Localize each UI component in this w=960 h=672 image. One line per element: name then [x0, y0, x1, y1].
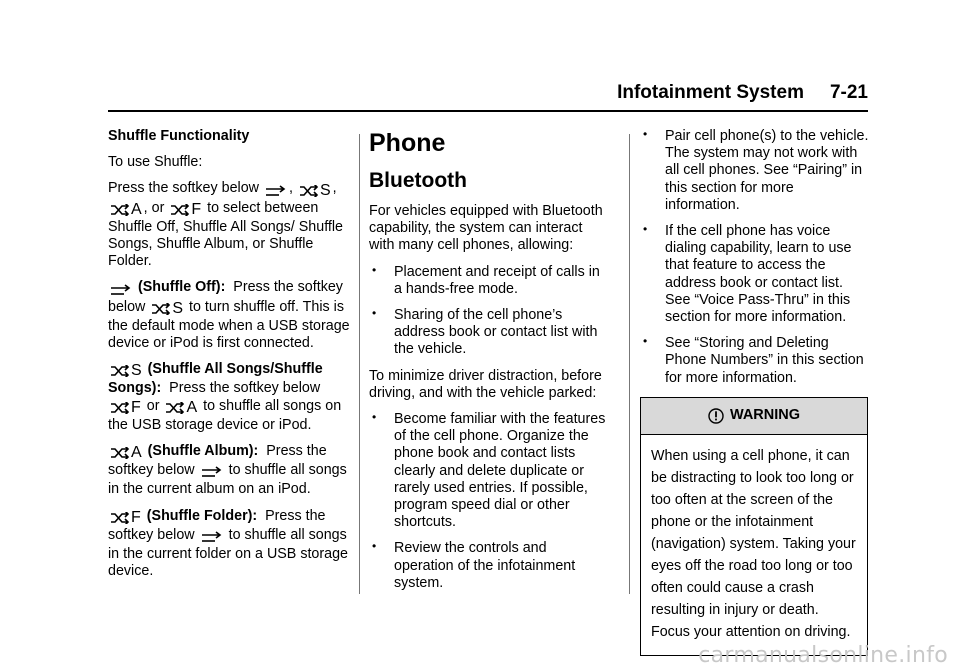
text-fragment: to shuffle all songs in the current folder on a USB storage device. — [108, 526, 349, 580]
list-item-text: If the cell phone has voice dialing capability, learn to use that feature to access the address book or contact list. See “Voice Pass-Thru” in this section for more information. — [665, 223, 852, 326]
shuffle-all-char: S — [172, 299, 184, 317]
shuffle-all-char: S — [131, 362, 142, 380]
column-phone-continued — [640, 128, 872, 656]
shuffle-album-icon — [110, 202, 142, 219]
list-item-text: Pair cell phone(s) to the vehicle. The system may not work with all cell phones. See “Pairing” in this section for more information. — [665, 128, 869, 213]
text-fragment: Press the softkey below — [108, 279, 343, 315]
warning-text: When using a cell phone, it can be distracting to look too long or too often at the screen of the phone or the infotainment (navigation) system. Taking your eyes off the road too long or too often could cause a crash resulting in injury or death. Focus your attention on driving. — [651, 447, 856, 640]
shuffle-folder-icon — [110, 400, 141, 417]
text-fragment: Press the softkey below — [108, 507, 326, 543]
shuffle-all-icon — [151, 301, 183, 318]
bullet-icon: • — [372, 410, 377, 425]
shuffle-album-label: (Shuffle Album): — [147, 443, 259, 460]
shuffle-folder-label: (Shuffle Folder): — [146, 507, 258, 524]
shuffle-album-paragraph — [108, 443, 352, 499]
shuffle-heading: Shuffle Functionality — [108, 128, 250, 144]
shuffle-folder-paragraph — [108, 508, 352, 581]
shuffle-album-char: A — [131, 444, 142, 462]
text-fragment: to turn shuffle off. This is the default mode when a USB storage device or iPod is first connected. — [108, 298, 350, 352]
shuffle-album-char: A — [131, 200, 142, 218]
text-fragment: Press the softkey below — [108, 180, 259, 197]
text-fragment: , — [332, 180, 337, 197]
warning-icon — [708, 408, 724, 424]
subsection-heading-bluetooth: Bluetooth — [369, 169, 467, 192]
column-divider — [629, 134, 630, 594]
list-item — [640, 335, 872, 387]
page-number: 7-21 — [829, 82, 868, 103]
list-item — [369, 264, 609, 298]
list-item — [369, 307, 609, 359]
shuffle-off-label: (Shuffle Off): — [137, 279, 226, 296]
section-heading-phone: Phone — [369, 129, 446, 157]
list-item-text: Sharing of the cell phone’s address book or contact list with the vehicle. — [394, 307, 598, 358]
list-item-text: See “Storing and Deleting Phone Numbers” in this section for more information. — [665, 335, 864, 386]
text-fragment: Press the softkey below — [108, 443, 327, 479]
warning-box — [640, 397, 868, 656]
section-title: Infotainment System — [617, 82, 804, 103]
shuffle-folder-icon — [170, 202, 201, 219]
shuffle-all-icon — [110, 363, 142, 380]
shuffle-all-label: (Shuffle All Songs/Shuffle Songs): — [108, 361, 323, 397]
header-rule — [108, 110, 868, 112]
shuffle-all-char: S — [319, 181, 331, 199]
shuffle-folder-char: F — [191, 200, 202, 218]
bluetooth-intro: For vehicles equipped with Bluetooth capability, the system can interact with many cell phones, allowing: — [369, 203, 603, 254]
minimize-distraction-text: To minimize driver distraction, before driving, and with the vehicle parked: — [369, 367, 602, 401]
shuffle-album-char: A — [186, 398, 198, 416]
text-fragment: or — [146, 397, 160, 414]
warning-header — [641, 398, 867, 435]
list-item — [369, 540, 609, 592]
column-divider — [359, 134, 360, 594]
bullet-icon: • — [372, 306, 377, 321]
list-item — [640, 223, 872, 326]
list-item — [369, 411, 609, 531]
bullet-icon: • — [643, 222, 648, 237]
text-fragment: Press the softkey below — [169, 380, 321, 397]
list-item-text: Review the controls and operation of the infotainment system. — [394, 540, 576, 591]
shuffle-off-icon — [110, 281, 132, 298]
shuffle-album-icon — [110, 445, 142, 462]
text-fragment: , or — [143, 199, 165, 216]
bullet-icon: • — [643, 334, 648, 349]
shuffle-folder-char: F — [131, 508, 141, 526]
watermark: carmanualsonline.info — [698, 643, 948, 668]
text-fragment: to shuffle all songs in the current album on an iPod. — [108, 462, 347, 498]
list-item — [640, 128, 872, 214]
bullet-icon: • — [372, 539, 377, 554]
warning-title: WARNING — [729, 407, 801, 424]
header-title — [617, 82, 868, 104]
shuffle-folder-char: F — [131, 398, 141, 416]
shuffle-off-paragraph — [108, 279, 352, 352]
text-fragment: , — [288, 180, 293, 197]
shuffle-off-icon — [201, 529, 223, 546]
column-phone — [369, 128, 609, 601]
shuffle-paragraph — [108, 180, 352, 270]
text-fragment: to select between Shuffle Off, Shuffle All Songs/ Shuffle Songs, Shuffle Album, or Shuffle Folder. — [108, 199, 344, 270]
page-header — [108, 78, 868, 114]
shuffle-all-icon — [299, 182, 331, 199]
list-item-text: Become familiar with the features of the cell phone. Organize the phone book and contact lists clearly and delete duplicate or rarely used entries. If possible, program speed dial or other shortcuts. — [394, 411, 606, 531]
shuffle-album-icon — [165, 400, 197, 417]
bullet-icon: • — [372, 262, 377, 277]
column-shuffle — [108, 128, 352, 589]
shuffle-off-icon — [265, 182, 287, 199]
shuffle-all-paragraph — [108, 361, 352, 434]
shuffle-folder-icon — [110, 510, 141, 527]
shuffle-off-icon — [201, 464, 223, 481]
text-fragment: to shuffle all songs on the USB storage device or iPod. — [108, 397, 342, 433]
bullet-icon: • — [643, 127, 648, 141]
list-item-text: Placement and receipt of calls in a hands-free mode. — [394, 263, 600, 297]
shuffle-intro: To use Shuffle: — [108, 154, 203, 171]
